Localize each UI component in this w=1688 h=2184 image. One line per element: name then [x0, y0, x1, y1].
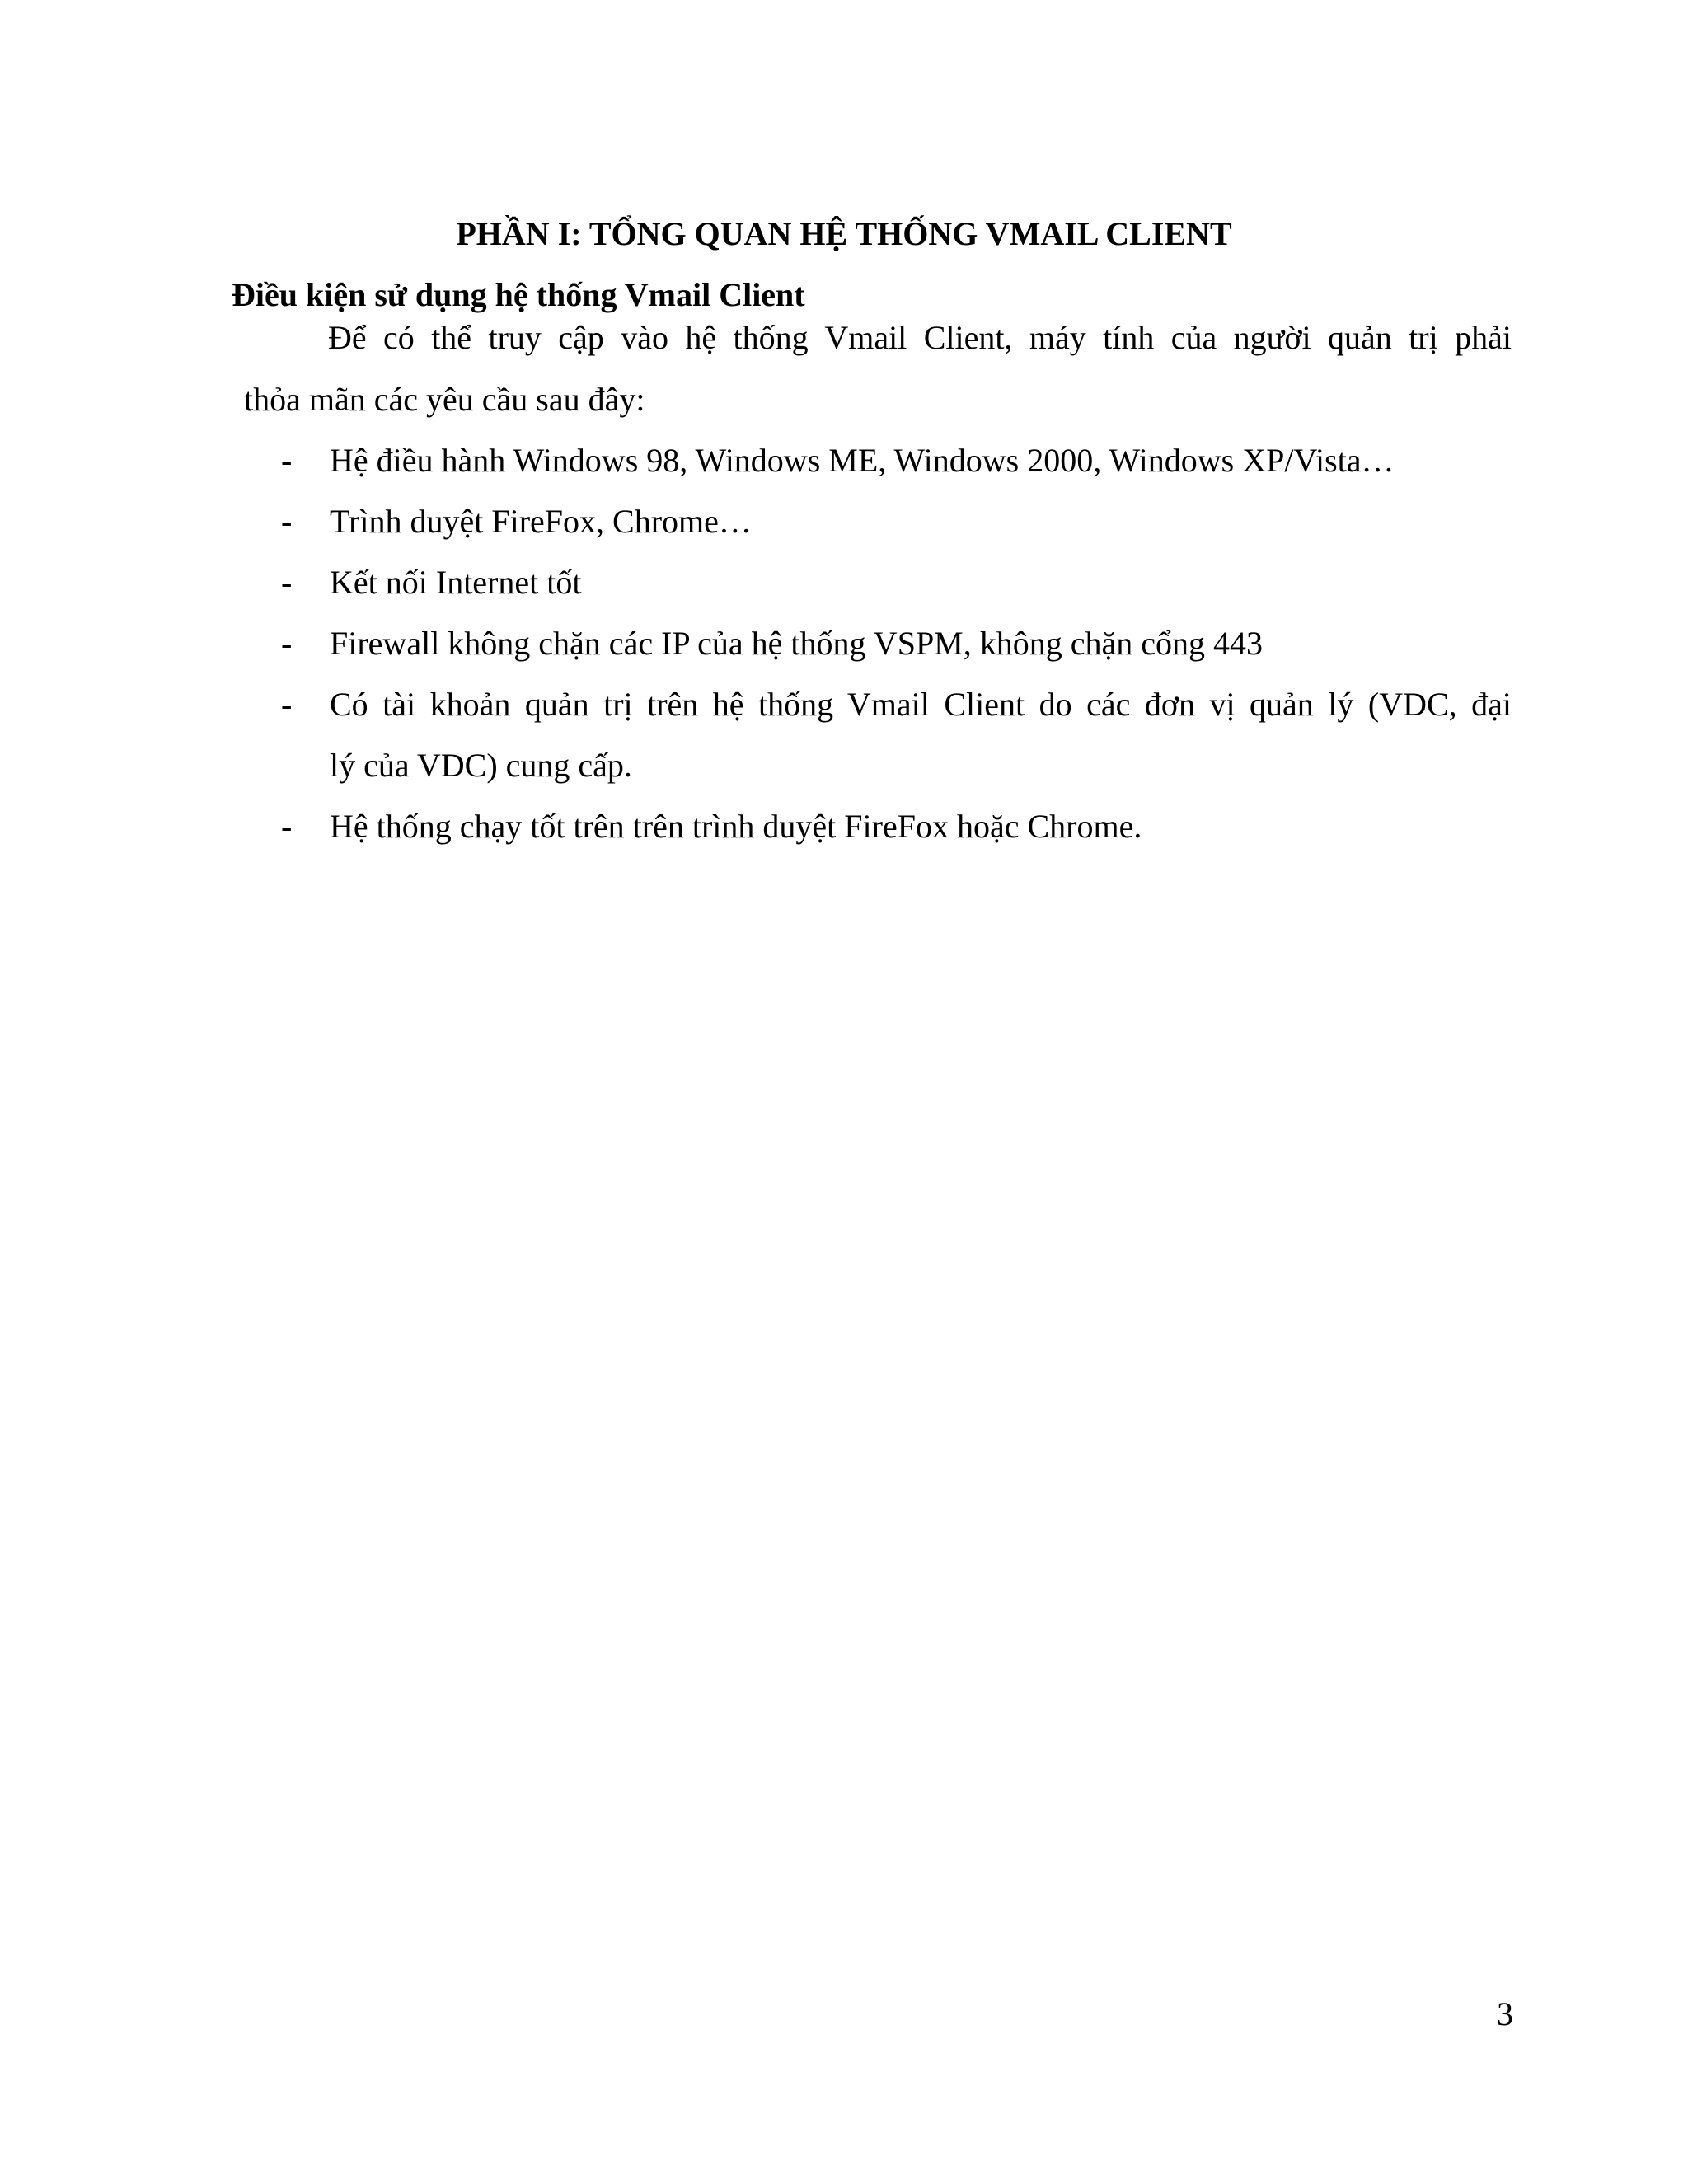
requirement-firewall: Firewall không chặn các IP của hệ thống VSPM, không chặn cổng 443 — [330, 625, 1264, 662]
bullet-marker: - — [281, 442, 293, 479]
requirement-account-line-2: lý của VDC) cung cấp. — [330, 747, 632, 784]
bullet-marker: - — [281, 564, 293, 601]
section-heading: Điều kiện sử dụng hệ thống Vmail Client — [232, 276, 805, 313]
requirement-account-line-1: Có tài khoản quản trị trên hệ thống Vmail Client do các đơn vị quản lý (VDC, đại — [330, 686, 1512, 723]
bullet-marker: - — [281, 686, 293, 723]
requirement-os: Hệ điều hành Windows 98, Windows ME, Windows 2000, Windows XP/Vista… — [330, 442, 1395, 479]
requirement-browser: Trình duyệt FireFox, Chrome… — [330, 503, 752, 540]
document-title: PHẦN I: TỔNG QUAN HỆ THỐNG VMAIL CLIENT — [456, 215, 1232, 252]
requirement-internet: Kết nối Internet tốt — [330, 564, 582, 601]
requirement-browser-performance: Hệ thống chạy tốt trên trên trình duyệt FireFox hoặc Chrome. — [330, 808, 1142, 845]
bullet-marker: - — [281, 808, 293, 845]
intro-paragraph-line-1: Để có thể truy cập vào hệ thống Vmail Client, máy tính của người quản trị phải — [328, 319, 1512, 356]
page-number: 3 — [1497, 1995, 1513, 2032]
bullet-marker: - — [281, 625, 293, 662]
bullet-marker: - — [281, 503, 293, 540]
intro-paragraph-line-2: thỏa mãn các yêu cầu sau đây: — [244, 381, 645, 418]
